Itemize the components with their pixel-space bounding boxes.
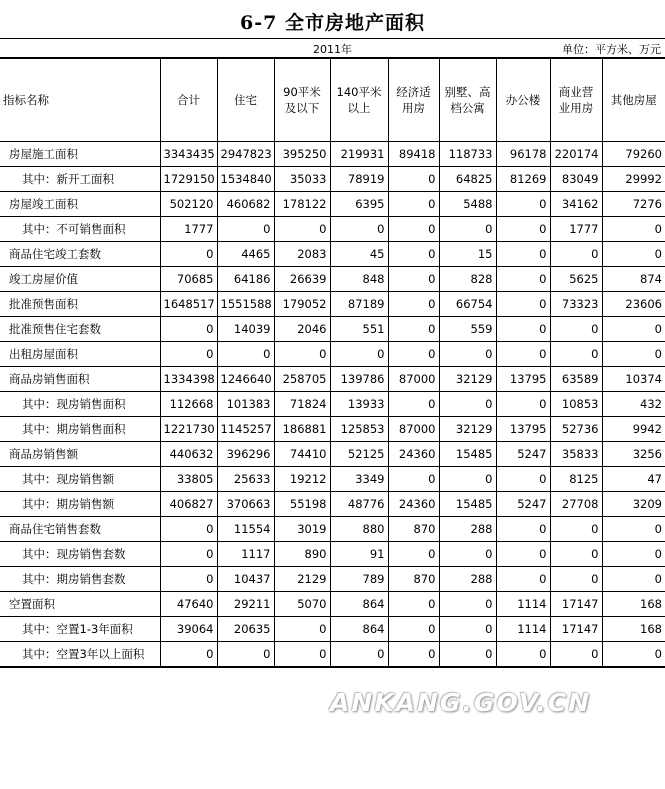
- table-cell: 864: [330, 592, 388, 617]
- table-row: [0, 217, 665, 242]
- table-row: [0, 567, 665, 592]
- table-cell: 0: [550, 242, 602, 267]
- table-cell: 1221730: [160, 417, 217, 442]
- table-cell: 870: [388, 517, 439, 542]
- row-label: 其中：期房销售面积: [0, 417, 160, 442]
- table-cell: 3349: [330, 467, 388, 492]
- table-cell: 23606: [602, 292, 665, 317]
- table-cell: 0: [388, 242, 439, 267]
- table-cell: 5488: [439, 192, 496, 217]
- row-label: 商品房销售面积: [0, 367, 160, 392]
- table-cell: 0: [160, 517, 217, 542]
- row-label: 其中：现房销售面积: [0, 392, 160, 417]
- table-cell: 0: [160, 567, 217, 592]
- table-row: [0, 517, 665, 542]
- table-cell: 168: [602, 592, 665, 617]
- header-commercial: 商业营业用房: [550, 58, 602, 142]
- table-cell: 0: [496, 392, 550, 417]
- table-row: [0, 617, 665, 642]
- table-cell: 0: [602, 642, 665, 668]
- table-cell: 17147: [550, 617, 602, 642]
- table-cell: 15: [439, 242, 496, 267]
- table-cell: 17147: [550, 592, 602, 617]
- table-cell: 35033: [274, 167, 330, 192]
- table-cell: 96178: [496, 142, 550, 167]
- table-cell: 0: [496, 217, 550, 242]
- table-cell: 0: [496, 642, 550, 668]
- table-cell: 15485: [439, 492, 496, 517]
- table-cell: 70685: [160, 267, 217, 292]
- table-row: [0, 292, 665, 317]
- table-cell: 396296: [217, 442, 274, 467]
- table-cell: 29992: [602, 167, 665, 192]
- table-cell: 10437: [217, 567, 274, 592]
- table-cell: 13933: [330, 392, 388, 417]
- row-label: 其中：空置3年以上面积: [0, 642, 160, 668]
- table-cell: 0: [496, 517, 550, 542]
- table-row: [0, 492, 665, 517]
- table-cell: 1334398: [160, 367, 217, 392]
- table-cell: 178122: [274, 192, 330, 217]
- table-row: [0, 442, 665, 467]
- header-under-90: 90平米及以下: [274, 58, 330, 142]
- row-label: 其中：空置1-3年面积: [0, 617, 160, 642]
- header-other: 其他房屋: [602, 58, 665, 142]
- table-cell: 73323: [550, 292, 602, 317]
- table-cell: 406827: [160, 492, 217, 517]
- table-cell: 0: [496, 242, 550, 267]
- table-cell: 9942: [602, 417, 665, 442]
- table-cell: 118733: [439, 142, 496, 167]
- table-cell: 0: [217, 342, 274, 367]
- table-cell: 27708: [550, 492, 602, 517]
- header-indicator: 指标名称: [0, 58, 160, 142]
- table-cell: 8125: [550, 467, 602, 492]
- table-cell: 29211: [217, 592, 274, 617]
- table-cell: 1145257: [217, 417, 274, 442]
- table-cell: 0: [274, 617, 330, 642]
- table-cell: 432: [602, 392, 665, 417]
- row-label: 房屋竣工面积: [0, 192, 160, 217]
- table-cell: 5625: [550, 267, 602, 292]
- table-row: [0, 392, 665, 417]
- table-cell: 24360: [388, 442, 439, 467]
- table-cell: 0: [439, 217, 496, 242]
- table-cell: 1729150: [160, 167, 217, 192]
- table-cell: 0: [274, 217, 330, 242]
- table-cell: 0: [550, 342, 602, 367]
- table-cell: 559: [439, 317, 496, 342]
- table-cell: 789: [330, 567, 388, 592]
- table-cell: 864: [330, 617, 388, 642]
- table-row: [0, 317, 665, 342]
- table-cell: 63589: [550, 367, 602, 392]
- table-cell: 5247: [496, 492, 550, 517]
- table-cell: 186881: [274, 417, 330, 442]
- table-cell: 0: [439, 467, 496, 492]
- table-cell: 0: [388, 617, 439, 642]
- table-cell: 0: [550, 317, 602, 342]
- table-cell: 52125: [330, 442, 388, 467]
- table-cell: 7276: [602, 192, 665, 217]
- table-cell: 6395: [330, 192, 388, 217]
- row-label: 批准预售面积: [0, 292, 160, 317]
- table-cell: 0: [388, 467, 439, 492]
- table-cell: 13795: [496, 367, 550, 392]
- table-cell: 1114: [496, 592, 550, 617]
- table-row: [0, 592, 665, 617]
- table-cell: 0: [496, 267, 550, 292]
- table-cell: 0: [388, 317, 439, 342]
- table-cell: 0: [439, 542, 496, 567]
- table-cell: 1246640: [217, 367, 274, 392]
- table-row: [0, 242, 665, 267]
- table-cell: 91: [330, 542, 388, 567]
- row-label: 其中：期房销售套数: [0, 567, 160, 592]
- table-cell: 0: [330, 217, 388, 242]
- header-affordable: 经济适用房: [388, 58, 439, 142]
- table-cell: 10374: [602, 367, 665, 392]
- table-cell: 5070: [274, 592, 330, 617]
- table-cell: 0: [496, 192, 550, 217]
- table-cell: 83049: [550, 167, 602, 192]
- table-row: [0, 367, 665, 392]
- table-cell: 112668: [160, 392, 217, 417]
- table-cell: 0: [550, 542, 602, 567]
- table-cell: 870: [388, 567, 439, 592]
- table-cell: 4465: [217, 242, 274, 267]
- table-cell: 89418: [388, 142, 439, 167]
- table-cell: 0: [160, 642, 217, 668]
- table-cell: 0: [550, 517, 602, 542]
- table-cell: 0: [388, 592, 439, 617]
- table-cell: 47: [602, 467, 665, 492]
- table-cell: 26639: [274, 267, 330, 292]
- table-cell: 52736: [550, 417, 602, 442]
- table-cell: 395250: [274, 142, 330, 167]
- table-cell: 10853: [550, 392, 602, 417]
- table-cell: 0: [330, 642, 388, 668]
- table-cell: 125853: [330, 417, 388, 442]
- table-cell: 39064: [160, 617, 217, 642]
- table-cell: 0: [602, 317, 665, 342]
- table-cell: 24360: [388, 492, 439, 517]
- table-cell: 81269: [496, 167, 550, 192]
- table-cell: 0: [388, 267, 439, 292]
- table-cell: 32129: [439, 367, 496, 392]
- header-row: [0, 58, 665, 142]
- table-cell: 179052: [274, 292, 330, 317]
- table-cell: 848: [330, 267, 388, 292]
- table-cell: 3209: [602, 492, 665, 517]
- table-cell: 33805: [160, 467, 217, 492]
- table-cell: 0: [330, 342, 388, 367]
- real-estate-table: [0, 57, 665, 668]
- table-cell: 1114: [496, 617, 550, 642]
- table-cell: 3019: [274, 517, 330, 542]
- header-residential: 住宅: [217, 58, 274, 142]
- table-cell: 13795: [496, 417, 550, 442]
- table-cell: 74410: [274, 442, 330, 467]
- table-cell: 0: [602, 217, 665, 242]
- table-cell: 0: [388, 542, 439, 567]
- row-label: 商品住宅竣工套数: [0, 242, 160, 267]
- table-cell: 20635: [217, 617, 274, 642]
- table-cell: 1534840: [217, 167, 274, 192]
- table-cell: 101383: [217, 392, 274, 417]
- table-cell: 0: [388, 392, 439, 417]
- table-cell: 0: [496, 467, 550, 492]
- table-cell: 0: [274, 642, 330, 668]
- table-cell: 64825: [439, 167, 496, 192]
- table-cell: 0: [496, 317, 550, 342]
- table-row: [0, 467, 665, 492]
- row-label: 房屋施工面积: [0, 142, 160, 167]
- table-cell: 0: [217, 642, 274, 668]
- table-cell: 258705: [274, 367, 330, 392]
- row-label: 批准预售住宅套数: [0, 317, 160, 342]
- table-cell: 55198: [274, 492, 330, 517]
- table-cell: 0: [496, 292, 550, 317]
- row-label: 出租房屋面积: [0, 342, 160, 367]
- table-row: [0, 642, 665, 668]
- header-villa: 别墅、高档公寓: [439, 58, 496, 142]
- table-cell: 551: [330, 317, 388, 342]
- table-cell: 0: [439, 392, 496, 417]
- table-cell: 0: [160, 242, 217, 267]
- table-cell: 0: [496, 567, 550, 592]
- table-cell: 1777: [160, 217, 217, 242]
- table-cell: 0: [602, 567, 665, 592]
- table-cell: 0: [217, 217, 274, 242]
- table-cell: 87000: [388, 367, 439, 392]
- table-cell: 66754: [439, 292, 496, 317]
- table-cell: 87189: [330, 292, 388, 317]
- table-cell: 0: [439, 592, 496, 617]
- table-cell: 370663: [217, 492, 274, 517]
- header-total: 合计: [160, 58, 217, 142]
- table-cell: 2947823: [217, 142, 274, 167]
- unit-label: 单位：平方米、万元: [562, 43, 661, 56]
- table-cell: 0: [439, 642, 496, 668]
- table-cell: 5247: [496, 442, 550, 467]
- table-row: [0, 142, 665, 167]
- table-cell: 440632: [160, 442, 217, 467]
- table-cell: 1551588: [217, 292, 274, 317]
- table-row: [0, 417, 665, 442]
- table-subheader: [0, 38, 665, 57]
- table-cell: 0: [439, 617, 496, 642]
- table-cell: 14039: [217, 317, 274, 342]
- table-cell: 874: [602, 267, 665, 292]
- table-cell: 3256: [602, 442, 665, 467]
- table-cell: 3343435: [160, 142, 217, 167]
- table-row: [0, 267, 665, 292]
- table-cell: 0: [388, 217, 439, 242]
- table-cell: 2129: [274, 567, 330, 592]
- table-cell: 460682: [217, 192, 274, 217]
- table-cell: 78919: [330, 167, 388, 192]
- table-cell: 2046: [274, 317, 330, 342]
- table-row: [0, 542, 665, 567]
- table-cell: 2083: [274, 242, 330, 267]
- table-cell: 1777: [550, 217, 602, 242]
- table-cell: 87000: [388, 417, 439, 442]
- row-label: 商品住宅销售套数: [0, 517, 160, 542]
- table-cell: 1648517: [160, 292, 217, 317]
- table-cell: 35833: [550, 442, 602, 467]
- table-cell: 0: [602, 242, 665, 267]
- table-cell: 0: [388, 167, 439, 192]
- page-title: 6-7 全市房地产面积: [240, 12, 425, 34]
- row-label: 竣工房屋价值: [0, 267, 160, 292]
- header-office: 办公楼: [496, 58, 550, 142]
- row-label: 其中：不可销售面积: [0, 217, 160, 242]
- table-row: [0, 167, 665, 192]
- table-cell: 0: [602, 542, 665, 567]
- table-cell: 71824: [274, 392, 330, 417]
- table-cell: 1117: [217, 542, 274, 567]
- table-cell: 45: [330, 242, 388, 267]
- row-label: 其中：现房销售套数: [0, 542, 160, 567]
- table-cell: 502120: [160, 192, 217, 217]
- table-cell: 0: [496, 542, 550, 567]
- table-cell: 0: [388, 192, 439, 217]
- row-label: 其中：期房销售额: [0, 492, 160, 517]
- table-cell: 0: [388, 292, 439, 317]
- watermark-logo: ANKANG.GOV.CN: [330, 688, 592, 717]
- table-cell: 828: [439, 267, 496, 292]
- table-cell: 168: [602, 617, 665, 642]
- table-cell: 79260: [602, 142, 665, 167]
- row-label: 其中：新开工面积: [0, 167, 160, 192]
- table-cell: 220174: [550, 142, 602, 167]
- table-cell: 0: [602, 517, 665, 542]
- table-cell: 19212: [274, 467, 330, 492]
- table-cell: 32129: [439, 417, 496, 442]
- table-cell: 15485: [439, 442, 496, 467]
- table-cell: 0: [602, 342, 665, 367]
- row-label: 商品房销售额: [0, 442, 160, 467]
- table-cell: 64186: [217, 267, 274, 292]
- table-cell: 0: [550, 642, 602, 668]
- table-cell: 0: [550, 567, 602, 592]
- table-cell: 0: [388, 642, 439, 668]
- table-cell: 0: [439, 342, 496, 367]
- table-cell: 47640: [160, 592, 217, 617]
- table-cell: 890: [274, 542, 330, 567]
- row-label: 空置面积: [0, 592, 160, 617]
- table-row: [0, 192, 665, 217]
- year-label: 2011年: [313, 43, 352, 56]
- table-cell: 48776: [330, 492, 388, 517]
- table-cell: 0: [160, 542, 217, 567]
- row-label: 其中：现房销售额: [0, 467, 160, 492]
- table-cell: 25633: [217, 467, 274, 492]
- table-cell: 288: [439, 517, 496, 542]
- table-cell: 139786: [330, 367, 388, 392]
- table-cell: 0: [160, 342, 217, 367]
- table-cell: 880: [330, 517, 388, 542]
- table-cell: 11554: [217, 517, 274, 542]
- table-row: [0, 342, 665, 367]
- table-cell: 0: [274, 342, 330, 367]
- table-cell: 288: [439, 567, 496, 592]
- table-cell: 34162: [550, 192, 602, 217]
- table-cell: 0: [388, 342, 439, 367]
- header-over-140: 140平米以上: [330, 58, 388, 142]
- table-cell: 219931: [330, 142, 388, 167]
- table-cell: 0: [496, 342, 550, 367]
- table-cell: 0: [160, 317, 217, 342]
